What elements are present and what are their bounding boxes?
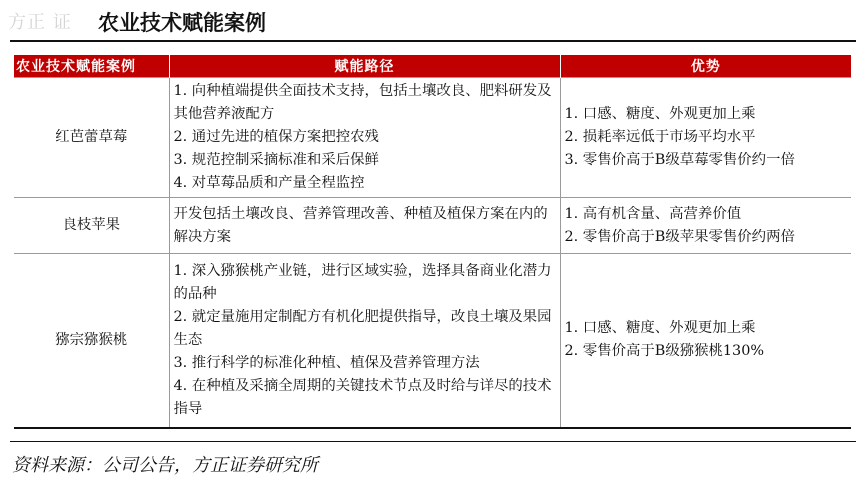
path-item: 4. 对草莓品质和产量全程监控: [173, 175, 365, 191]
path-item: 3. 推行科学的标准化种植、植保及营养管理方法: [173, 354, 480, 371]
footer-divider: [10, 441, 856, 442]
page-title: 农业技术赋能案例: [98, 11, 266, 35]
path-item: 2. 通过先进的植保方案把控农残: [173, 129, 379, 145]
table-row: [14, 254, 851, 428]
table-header-row: [14, 55, 851, 78]
advantage-item: 1. 高有机含量、高营养价值: [564, 205, 742, 222]
path-cell: [169, 254, 560, 428]
path-item: 1. 深入猕猴桃产业链，进行区域实验，选择具备商业化潜力的品种: [173, 262, 552, 302]
advantage-item: 3. 零售价高于B级草莓零售价约一倍: [564, 152, 795, 168]
path-item: 开发包括土壤改良、营养管理改善、种植及植保方案在内的解决方案: [173, 205, 548, 245]
header-case: 农业技术赋能案例: [14, 55, 169, 78]
case-table: [14, 55, 851, 429]
advantage-item: 2. 零售价高于B级苹果零售价约两倍: [564, 228, 795, 245]
path-item: 2. 就定量施用定制配方有机化肥提供指导，改良土壤及果园生态: [173, 308, 552, 348]
watermark-logo: 方正 证: [8, 12, 72, 33]
advantage-item: 1. 口感、糖度、外观更加上乘: [564, 106, 756, 122]
advantage-cell: [560, 198, 851, 254]
path-cell: [169, 198, 560, 254]
path-item: 1. 向种植端提供全面技术支持，包括土壤改良、肥料研发及其他营养液配方: [173, 83, 552, 122]
table-row: [14, 198, 851, 254]
table-row: [14, 78, 851, 198]
advantage-item: 2. 零售价高于B级猕猴桃130%: [564, 343, 765, 360]
advantage-cell: [560, 78, 851, 198]
case-name: 猕宗猕猴桃: [14, 254, 169, 428]
path-item: 4. 在种植及采摘全周期的关键技术节点及时给与详尽的技术指导: [173, 377, 552, 417]
title-divider: [10, 40, 856, 42]
header-path: 赋能路径: [169, 55, 560, 78]
path-item: 3. 规范控制采摘标准和采后保鲜: [173, 152, 379, 168]
advantage-cell: [560, 254, 851, 428]
header-advantage: 优势: [560, 55, 851, 78]
advantage-item: 2. 损耗率远低于市场平均水平: [564, 129, 756, 145]
source-note: 资料来源：公司公告，方正证券研究所: [12, 455, 318, 476]
path-cell: [169, 78, 560, 198]
case-name: 红芭蕾草莓: [14, 78, 169, 198]
case-name: 良枝苹果: [14, 198, 169, 254]
advantage-item: 1. 口感、糖度、外观更加上乘: [564, 320, 756, 337]
